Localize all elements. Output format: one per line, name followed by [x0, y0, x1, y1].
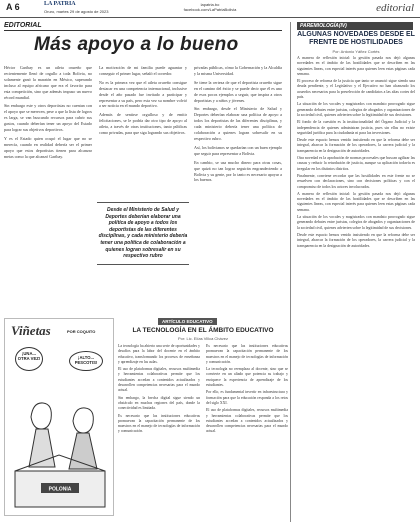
speech-bubble-2: ¡ALTO... PESCOTIS!: [69, 351, 103, 371]
paragraph: Finalmente, conviene recordar que las hostilidades en este frente no se resuelven con declaraciones, sino con decisiones políticas y con el compromiso de todos los actores involucrados.: [297, 173, 415, 189]
cartoon-label: POLONIA: [48, 486, 72, 493]
editorial-tag: EDITORIAL: [4, 22, 282, 31]
paragraph: El proceso de reforma de la justicia que tanto se anunció sigue siendo una deuda pendiente, y el Legislativo y el Ejecutivo no han alcanzado los acuerdos necesarios para la preselección de candidatos a las altas cortes del país.: [297, 79, 415, 100]
newspaper-brand: LA PATRIA: [44, 1, 76, 7]
pull-quote: Desde el Ministerio de Salud y Deportes deberían elaborar una política de apoyo a todos los deportistas de las diferentes disciplinas, y cada ministerio debería tener una política de colaboración a quienes logran sobresalir en su respectivo rubro: [97, 202, 189, 265]
paragraph: Además de sentirse orgulloso y de emitir felicitaciones, se le podría dar otro tipo de apoyo al atleta, a través de otras instituciones, tanto públicas como privadas, para que siga logrando sus objetivos.: [99, 112, 187, 136]
editorial-column-3: [194, 65, 282, 310]
cartoon-byline: POR COQUITO: [67, 329, 96, 334]
paragraph: Y es el Estado quien ocupó el lugar que no se merecía, cuando en realidad debería ser el primer apoyo que estos deportistas tienen para alcanzar metas como la que alcanzó Garibay.: [4, 135, 92, 159]
paragraph: Por ello, es fundamental invertir en infraestructura y formación para que la educación responda a los retos del siglo XXI.: [206, 390, 288, 405]
column-byline: Por: Antonio Yáñez Cortés: [332, 49, 380, 54]
paragraph: Sin embargo este y otros deportistas no cuentan con el apoyo que se merecen, pese a que la lista de logros es larga, se van buscando recursos para cubrir sus gastos, cuando deberían tener un apoyo del Estado para lograr sus objetivos deportivos.: [4, 103, 92, 133]
paragraph: El fondo de la cuestión es la institucionalidad del Órgano Judicial y la independencia de quienes administran justicia, pues sin ellas no existe seguridad jurídica para la ciudadanía ni para las inversiones.: [297, 120, 415, 135]
cartoon-illustration: [11, 377, 109, 511]
editorial-column-2: [99, 65, 187, 190]
paragraph: La situación de los vocales y magistrados con mandato prorrogado sigue generando debates entre juristas, colegios de abogados y organizaciones de la sociedad civil, quienes advierten sobre la legitimidad de sus decisiones.: [297, 102, 415, 117]
paragraph: Así, los bolivianos se quedarían con un buen ejemplo que seguir para representar a Bolivia.: [194, 144, 282, 156]
article-tag: ARTÍCULO EDUCATIVO: [158, 318, 217, 325]
web-line-1[interactable]: lapatria.bo: [200, 2, 220, 7]
opinion-column: [290, 22, 418, 522]
paragraph: La situación de los vocales y magistrados con mandato prorrogado sigue generando debates entre juristas, colegios de abogados y organizaciones de la sociedad civil, quienes advierten sobre la legitimidad de sus decisiones.: [297, 215, 415, 230]
speech-bubble-1: ¡UNA... OTRA VEZ!: [15, 347, 43, 371]
paragraph: Sin embargo, desde el Ministerio de Salud y Deportes deberían elaborar una política de apoyo a todos los deportistas de las diferentes disciplinas, y cada ministerio debería tener una política de colaboración a quienes logran sobresalir en su respectivo rubro.: [194, 106, 282, 141]
paragraph: La tecnología ha abierto una serie de oportunidades y desafíos para la labor del docente en el ámbito educativo, transformando los procesos de enseñanza y aprendizaje en las aulas.: [118, 344, 200, 364]
web-line-2[interactable]: facebook.com/LaPatriaBolivia: [183, 7, 237, 12]
column-title: ALGUNAS NOVEDADES DESDE EL FRENTE DE HOSTILIDADES: [297, 31, 415, 46]
section-name: editorial: [376, 2, 414, 14]
article-title: LA TECNOLOGÍA EN EL ÁMBITO EDUCATIVO: [132, 327, 274, 334]
paragraph: A manera de reflexión inicial: la gestión pasada nos dejó algunas novedades en el ámbito de las hostilidades que se describen en las siguientes líneas, con especial interés para quienes leen estas páginas cada semana.: [297, 191, 415, 212]
editorial-columns: [4, 65, 284, 310]
article-column-1: [118, 344, 200, 522]
paragraph: Se tiene la certeza de que el deportista orureño sigue en el camino del éxito y se puede decir que él es uno de esos pocos ejemplos a seguir, que inspira a otros deportistas y a niños y jóvenes.: [194, 79, 282, 103]
page-number: A 6: [6, 2, 20, 12]
paragraph: Héctor Garibay es un atleta orureño que recientemente llenó de orgullo a toda Bolivia, no solamente ganó la maratón en México, superando incluso al equipo africano que era el favorito para esta competición, sino que además impuso un nuevo récord mundial.: [4, 65, 92, 100]
education-article: [118, 318, 288, 523]
paragraph: Sin embargo, la brecha digital sigue siendo un obstáculo en muchas regiones del país, donde la conectividad es limitada.: [118, 395, 200, 411]
paragraph: No es la primera vez que el atleta orureño consigue destacar en una competencia internacional, inclusive desde el año pasado fue invitado a participar y representar a su país, pero esta vez su nombre volvió a ser noticia en el mundo deportivo.: [99, 79, 187, 109]
paragraph: Otra novedad es la aprobación de normas procesales que buscan agilizar las causas y reducir la retardación de justicia, aunque su aplicación todavía es irregular en los distintos distritos.: [297, 156, 415, 171]
paragraph: Es necesario que las instituciones educativas promuevan la capacitación permanente de los maestros en el manejo de tecnologías de información y comunicación.: [206, 344, 288, 364]
paragraph: El uso de plataformas digitales, recursos multimedia y herramientas colaborativas permite que los estudiantes accedan a contenidos actualizados y desarrollen competencias necesarias para el mundo actual.: [206, 408, 288, 434]
paragraph: A manera de reflexión inicial: la gestión pasada nos dejó algunas novedades en el ámbito de las hostilidades que se describen en las siguientes líneas, con especial interés para quienes leen estas páginas cada semana.: [297, 56, 415, 76]
cartoon-panel: [4, 318, 114, 516]
article-columns: [118, 344, 288, 522]
cartoon-logo-text: Viñetas: [11, 323, 51, 338]
paragraph: La tecnología no reemplaza al docente, sino que se convierte en un aliado que potencia su trabajo y enriquece la experiencia de aprendizaje de los estudiantes.: [206, 367, 288, 388]
page-header: [0, 0, 420, 18]
article-byline: Por: Lic. Elías Villca Chávez: [178, 336, 228, 341]
editorial-article: [4, 22, 284, 312]
paragraph: Desde este espacio hemos venido insistiendo en que la reforma debe ser integral, abarcar la formación de los operadores, la carrera judicial y la transparencia en la designación de autoridades.: [297, 232, 415, 248]
issue-date: Oruro, martes 29 de agosto de 2023: [44, 9, 109, 14]
paragraph: En cambio, se usa mucho dinero para otras cosas, que quizá no tan lograr seguirán engrandeciendo a Bolivia y su gente, por lo tanto es necesario apoyar a los buenos.: [194, 159, 282, 183]
article-column-2: [206, 344, 288, 522]
editorial-column-1: [4, 65, 92, 310]
paragraph: Desde este espacio hemos venido insistiendo en que la reforma debe ser integral, abarcar la formación de los operadores, la carrera judicial y la transparencia en la designación de autoridades.: [297, 138, 415, 153]
column-body: [297, 56, 415, 521]
paragraph: Es necesario que las instituciones educativas promuevan la capacitación permanente de los maestros en el manejo de tecnologías de información y comunicación.: [118, 413, 200, 434]
editorial-title: Más apoyo a lo bueno: [34, 34, 239, 55]
web-info: [170, 2, 250, 12]
cartoon-logo: [11, 323, 51, 339]
paragraph: El uso de plataformas digitales, recursos multimedia y herramientas colaborativas permite que los estudiantes accedan a contenidos actualizados y desarrollen competencias necesarias para el mundo actual.: [118, 367, 200, 393]
paragraph: privadas públicas, cómo la Gobernación y la Alcaldía y la misma Universidad.: [194, 65, 282, 76]
paragraph: La motivación de mi familia puede aguantar y conseguir el primer lugar, señaló el corredor.: [99, 65, 187, 76]
column-tag: PAREMIOLOGÍA(IV): [297, 22, 413, 30]
